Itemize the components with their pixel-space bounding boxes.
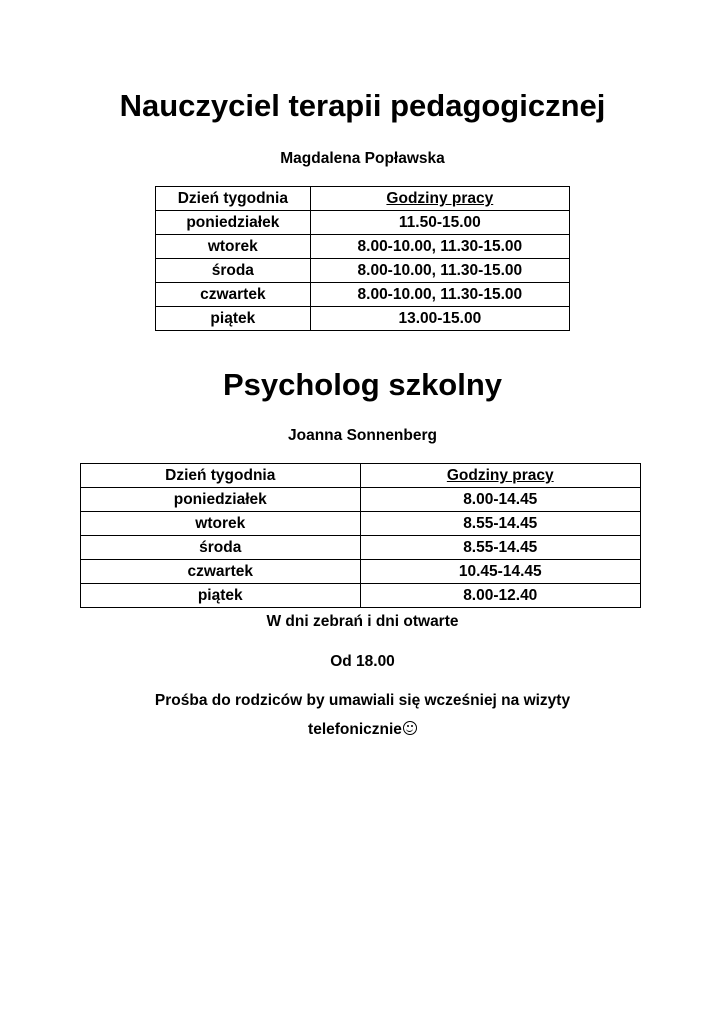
table-row [156,211,570,235]
table-row [156,235,570,259]
table-cell-day: środa [156,259,311,283]
table-row [81,488,641,512]
note-parent-days: W dni zebrań i dni otwarte [266,613,459,630]
column-header-hours: Godziny pracy [360,464,641,488]
table-cell-day: poniedziałek [81,488,361,512]
column-header-hours: Godziny pracy [310,187,569,211]
table-cell-hours: 8.55-14.45 [360,536,641,560]
table-cell-day: wtorek [81,512,361,536]
note-phone-text: telefonicznie [308,721,402,738]
smiley-icon [403,721,417,735]
table-cell-hours: 8.55-14.45 [360,512,641,536]
section1-title: Nauczyciel terapii pedagogicznej [119,88,606,123]
note-time: Od 18.00 [330,653,395,670]
table-row [81,584,641,608]
table-cell-hours: 10.45-14.45 [360,560,641,584]
column-header-day: Dzień tygodnia [81,464,361,488]
table-cell-day: wtorek [156,235,311,259]
table-cell-day: poniedziałek [156,211,311,235]
table-cell-hours: 8.00-10.00, 11.30-15.00 [310,235,569,259]
table-cell-hours: 11.50-15.00 [310,211,569,235]
table-row [156,283,570,307]
table-cell-day: czwartek [81,560,361,584]
table-cell-hours: 8.00-12.40 [360,584,641,608]
table-cell-day: czwartek [156,283,311,307]
section2-title: Psycholog szkolny [222,367,503,402]
table-cell-day: piątek [156,307,311,331]
note-request-continued [0,720,725,740]
column-header-day: Dzień tygodnia [156,187,311,211]
section2-schedule-table [80,463,641,608]
table-row [81,560,641,584]
table-cell-hours: 8.00-10.00, 11.30-15.00 [310,259,569,283]
table-header-row [81,464,641,488]
table-cell-hours: 8.00-10.00, 11.30-15.00 [310,283,569,307]
table-cell-hours: 13.00-15.00 [310,307,569,331]
table-row [81,512,641,536]
table-row [156,307,570,331]
section2-person: Joanna Sonnenberg [288,427,437,444]
note-request: Prośba do rodziców by umawiali się wcześniej na wizyty [154,692,571,709]
table-header-row [156,187,570,211]
section1-person: Magdalena Popławska [280,150,445,167]
table-cell-day: piątek [81,584,361,608]
table-row [81,536,641,560]
table-row [156,259,570,283]
table-cell-hours: 8.00-14.45 [360,488,641,512]
section1-schedule-table [155,186,570,331]
table-cell-day: środa [81,536,361,560]
